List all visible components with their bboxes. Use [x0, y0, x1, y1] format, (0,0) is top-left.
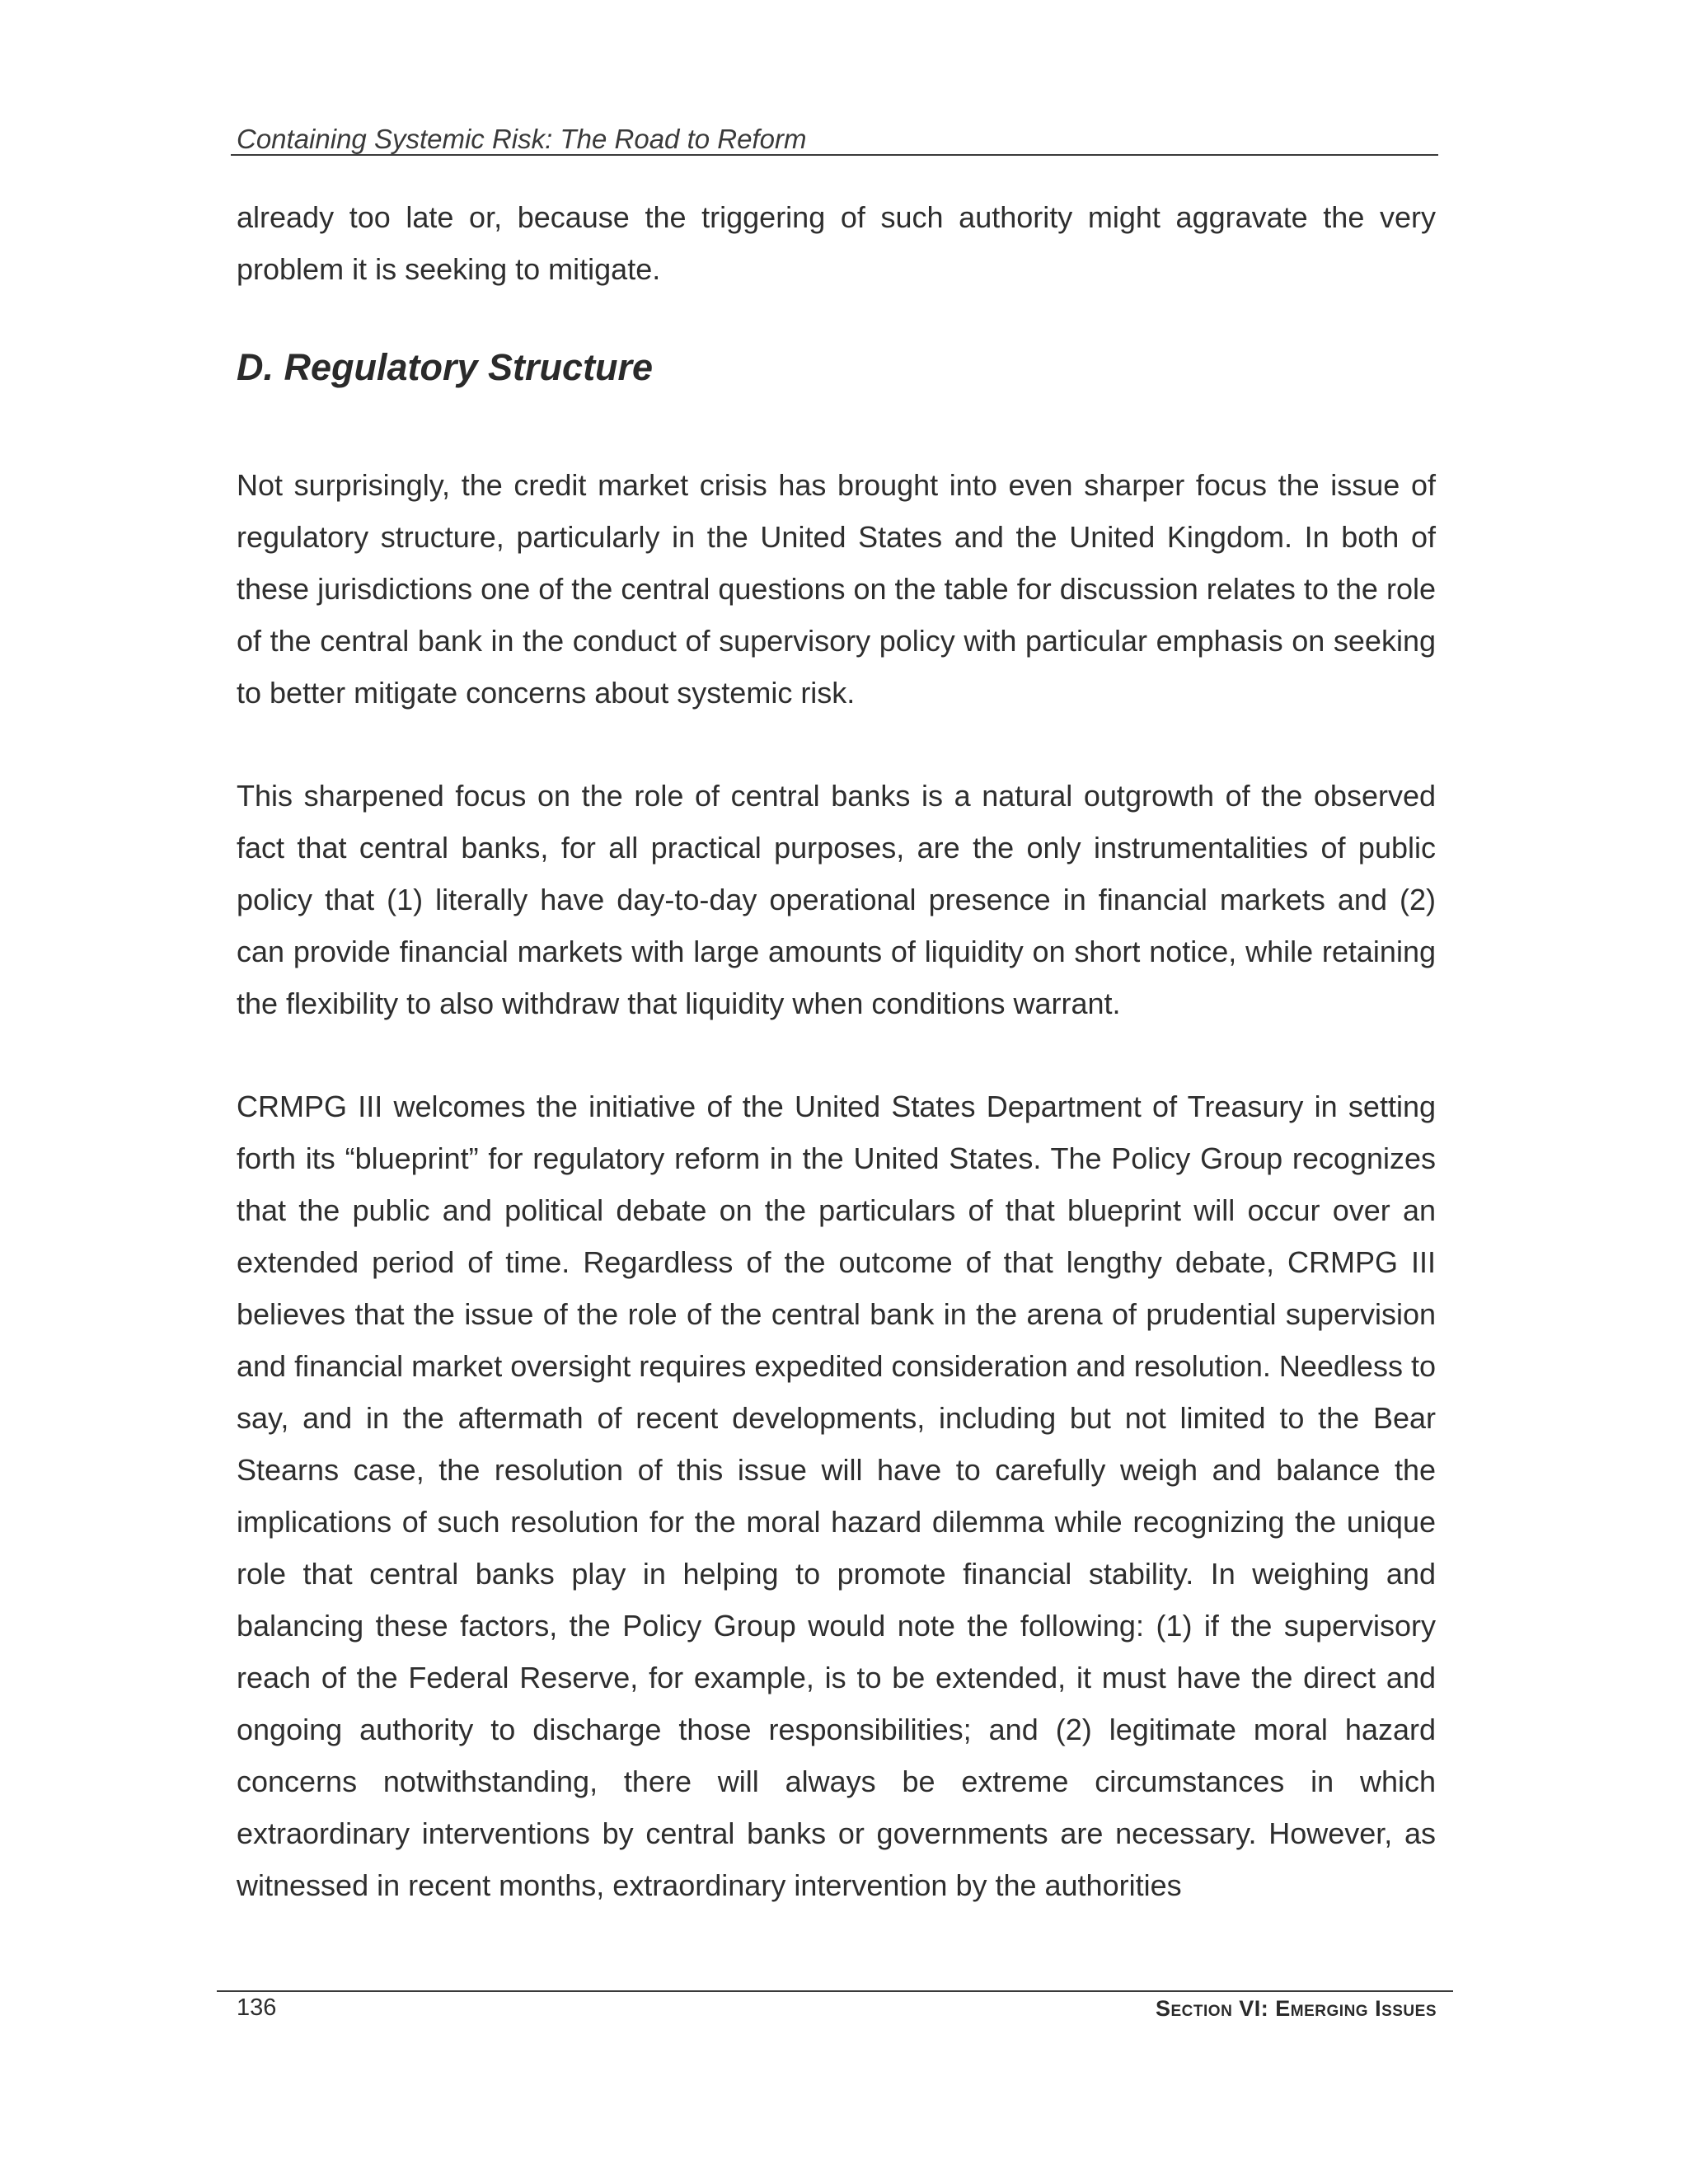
paragraph-central-banks-focus: This sharpened focus on the role of central banks is a natural outgrowth of the observed fact that central banks, for all practical purposes, are the only instrumentalities of public policy that (1) literally have day-to-day operational presence in financial markets and (2) can provide financial markets with large amounts of liquidity on short notice, while retaining the flexibility to also withdraw that liquidity when conditions warrant. — [237, 779, 1436, 1020]
header-rule — [231, 154, 1438, 156]
footer-rule — [217, 1990, 1453, 1992]
paragraph-regulatory-structure: Not surprisingly, the credit market crisis has brought into even sharper focus the issue of regulatory structure, particularly in the United States and the United Kingdom. In both of these jurisdictions one of the central questions on the table for discussion relates to the role of the central bank in the conduct of supervisory policy with particular emphasis on seeking to better mitigate concerns about systemic risk. — [237, 468, 1436, 710]
paragraph-crmpg-blueprint: CRMPG III welcomes the initiative of the United States Department of Treasury in setting forth its “blueprint” for regulatory reform in the United States. The Policy Group recognizes that the public and political debate on the particulars of that blueprint will occur over an extended period of time. Regardless of the outcome of that lengthy debate, CRMPG III believes that the issue of the role of the central bank in the arena of prudential supervision and financial market oversight requires expedited consideration and resolution. Needless to say, and in the aftermath of recent developments, including but not limited to the Bear Stearns case, the resolution of this issue will have to carefully weigh and balance the implications of such resolution for the moral hazard dilemma while recognizing the unique role that central banks play in helping to promote financial stability. In weighing and balancing these factors, the Policy Group would note the following: (1) if the supervisory reach of the Federal Reserve, for example, is to be extended, it must have the direct and ongoing authority to discharge those responsibilities; and (2) legitimate moral hazard concerns notwithstanding, there will always be extreme circumstances in which extraordinary interventions by central banks or governments are necessary. However, as witnessed in recent months, extraordinary intervention by the authorities — [237, 1090, 1436, 1902]
running-header-title: Containing Systemic Risk: The Road to Reform — [237, 124, 807, 154]
continued-paragraph: already too late or, because the triggering of such authority might aggravate the very problem it is seeking to mitigate. — [237, 200, 1436, 286]
section-heading: D. Regulatory Structure — [237, 346, 654, 388]
page-number: 136 — [237, 1994, 277, 2021]
footer-section-label: Section VI: Emerging Issues — [1156, 1996, 1437, 2021]
